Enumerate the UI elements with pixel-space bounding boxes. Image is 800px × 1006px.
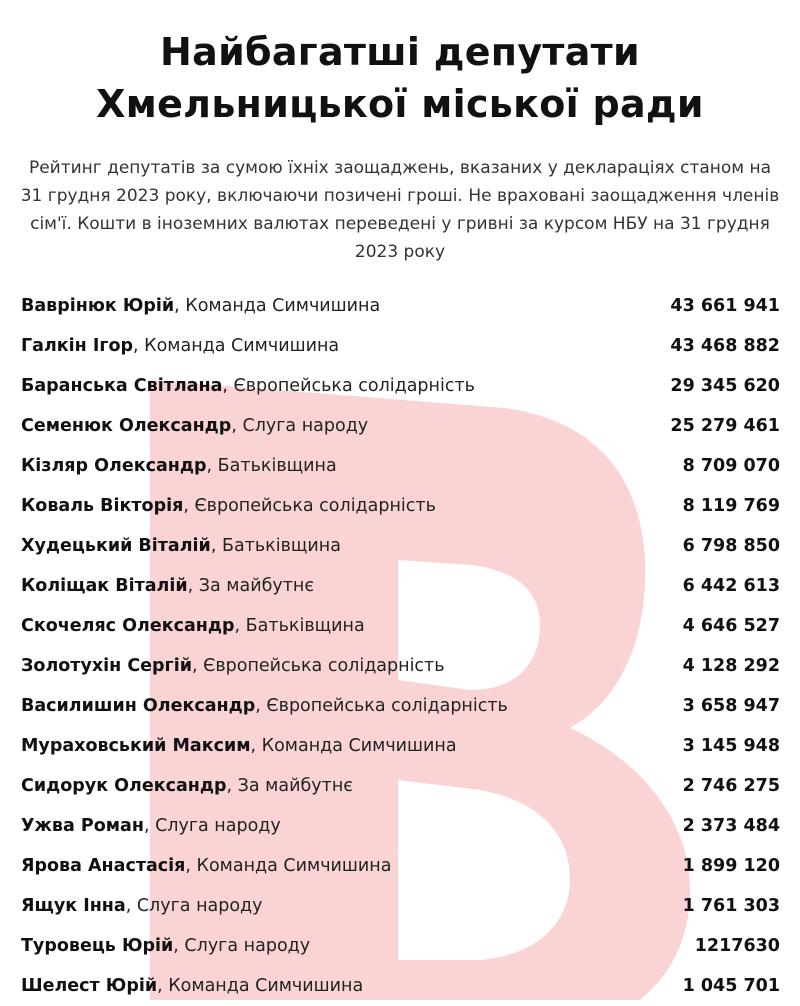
- deputy-name: Туровець Юрій: [21, 936, 174, 956]
- deputy-party: , Команда Симчишина: [185, 856, 392, 876]
- deputy-name: Скочеляс Олександр: [21, 616, 235, 636]
- deputy-party: , Європейська солідарність: [183, 496, 436, 516]
- deputy-amount: 2 373 484: [682, 816, 780, 836]
- deputy-party: , Команда Симчишина: [174, 296, 381, 316]
- deputy-name: Василишин Олександр: [21, 696, 256, 716]
- deputy-amount: 6 442 613: [682, 576, 780, 596]
- deputy-amount: 29 345 620: [670, 376, 780, 396]
- deputy-name: Коліщак Віталій: [21, 576, 188, 596]
- deputy-party: , Європейська солідарність: [222, 376, 475, 396]
- deputy-party: , Слуга народу: [143, 816, 281, 836]
- deputy-amount: 43 661 941: [670, 296, 780, 316]
- deputy-label: [21, 576, 314, 596]
- deputy-name: Баранська Світлана: [21, 376, 223, 396]
- deputy-label: [21, 816, 281, 836]
- deputy-label: [21, 656, 445, 676]
- deputy-party: , Європейська солідарність: [191, 656, 445, 676]
- deputy-name: Ужва Роман: [21, 816, 144, 836]
- deputy-label: [21, 536, 341, 556]
- deputy-amount: 4 646 527: [682, 616, 780, 636]
- list-item: [21, 446, 780, 486]
- list-item: [21, 406, 780, 446]
- list-item: [21, 966, 780, 1006]
- deputy-label: [21, 616, 365, 636]
- deputy-name: Сидорук Олександр: [21, 776, 227, 796]
- deputy-amount: 3 145 948: [682, 736, 780, 756]
- list-item: [21, 686, 780, 726]
- deputy-name: Шелест Юрій: [21, 976, 158, 996]
- deputy-label: [21, 296, 380, 316]
- deputy-amount: 3 658 947: [682, 696, 780, 716]
- deputy-label: [21, 976, 363, 996]
- list-item: [21, 886, 780, 926]
- deputy-amount: 1 899 120: [682, 856, 780, 876]
- list-item: [21, 566, 780, 606]
- deputy-name: Золотухін Сергій: [21, 656, 192, 676]
- deputy-name: Кізляр Олександр: [21, 456, 207, 476]
- deputy-party: , Європейська солідарність: [255, 696, 508, 716]
- deputy-amount: 6 798 850: [682, 536, 780, 556]
- deputy-label: [21, 936, 310, 956]
- deputy-party: , Батьківщина: [234, 616, 365, 636]
- deputy-label: [21, 336, 339, 356]
- deputy-amount: 2 746 275: [682, 776, 780, 796]
- deputy-name: Галкін Ігор: [21, 336, 134, 356]
- deputy-amount: 1 045 701: [682, 976, 780, 996]
- deputy-name: Ящук Інна: [21, 896, 126, 916]
- list-item: [21, 806, 780, 846]
- deputy-label: [21, 696, 508, 716]
- deputy-name: Ваврінюк Юрій: [21, 296, 175, 316]
- list-item: [21, 766, 780, 806]
- deputy-name: Худецький Віталій: [21, 536, 211, 556]
- list-item: [21, 286, 780, 326]
- deputy-label: [21, 736, 457, 756]
- deputy-label: [21, 856, 391, 876]
- list-item: [21, 486, 780, 526]
- list-item: [21, 326, 780, 366]
- deputy-party: , За майбутнє: [226, 776, 353, 796]
- deputy-amount: 1 761 303: [682, 896, 780, 916]
- deputy-name: Ярова Анастасія: [21, 856, 186, 876]
- page-subtitle: Рейтинг депутатів за сумою їхніх заощаджень, вказаних у деклараціях станом на 31 грудня 2023 року, включаючи позичені гроші. Не враховані заощадження членів сім'ї. Кошти в іноземних валютах переведені у гривні за курсом НБУ на 31 грудня 2023 року: [20, 158, 780, 262]
- deputy-amount: 8 119 769: [682, 496, 780, 516]
- deputy-party: , Команда Симчишина: [133, 336, 340, 356]
- deputy-party: , Команда Симчишина: [250, 736, 457, 756]
- deputy-name: Мураховський Максим: [21, 736, 251, 756]
- deputy-amount: 25 279 461: [670, 416, 780, 436]
- deputy-party: , Слуга народу: [231, 416, 369, 436]
- list-item: [21, 366, 780, 406]
- list-item: [21, 726, 780, 766]
- deputy-amount: 4 128 292: [682, 656, 780, 676]
- deputy-amount: 43 468 882: [670, 336, 780, 356]
- deputy-party: , Команда Симчишина: [157, 976, 364, 996]
- title-line-2: Хмельницької міської ради: [96, 82, 704, 126]
- page-title: [0, 0, 800, 130]
- deputy-label: [21, 896, 263, 916]
- deputy-label: [21, 496, 436, 516]
- deputy-party: , Батьківщина: [210, 536, 341, 556]
- list-item: [21, 846, 780, 886]
- deputy-amount: 1217630: [694, 936, 780, 956]
- deputy-label: [21, 456, 337, 476]
- deputy-name: Коваль Вікторія: [21, 496, 184, 516]
- deputy-name: Семенюк Олександр: [21, 416, 232, 436]
- deputy-label: [21, 416, 368, 436]
- deputy-party: , Слуга народу: [173, 936, 311, 956]
- deputy-amount: 8 709 070: [682, 456, 780, 476]
- list-item: [21, 606, 780, 646]
- deputy-label: [21, 776, 353, 796]
- list-item: [21, 646, 780, 686]
- deputy-list: [0, 286, 800, 1006]
- deputy-label: [21, 376, 475, 396]
- list-item: [21, 526, 780, 566]
- list-item: [21, 926, 780, 966]
- deputy-party: , Батьківщина: [206, 456, 337, 476]
- title-line-1: Найбагатші депутати: [160, 30, 640, 74]
- deputy-party: , За майбутнє: [187, 576, 314, 596]
- deputy-party: , Слуга народу: [125, 896, 263, 916]
